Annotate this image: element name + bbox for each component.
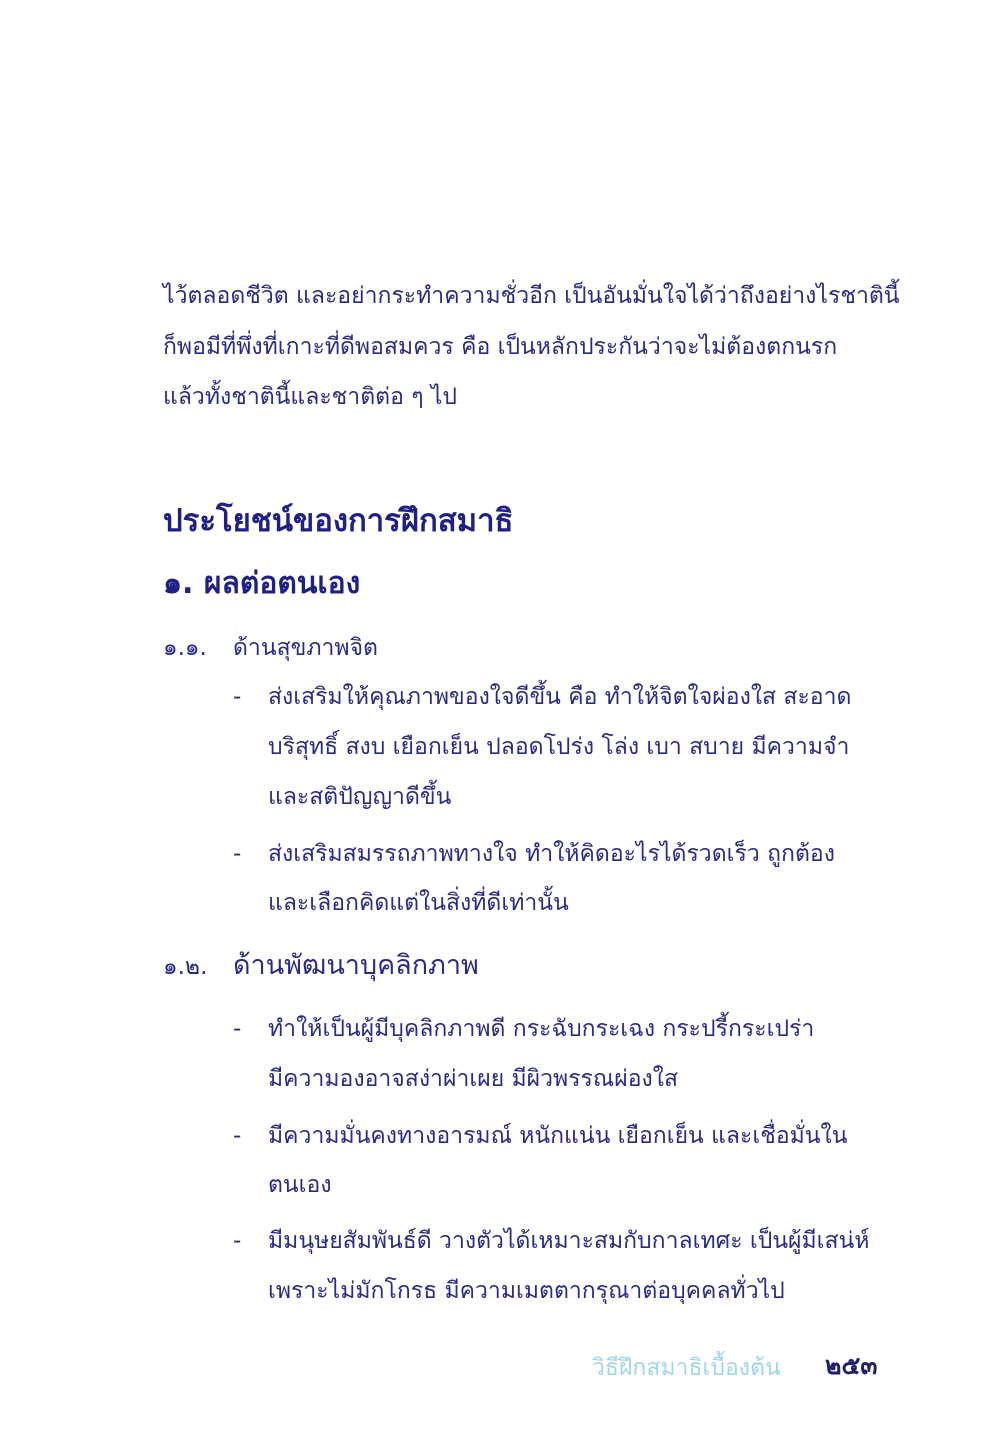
bullet-line: เพราะไม่มักโกรธ มีความเมตตากรุณาต่อบุคคลทั่วไป: [268, 1278, 785, 1304]
bullet-line: และสติปัญญาดีขึ้น: [268, 784, 452, 810]
intro-line: ไว้ตลอดชีวิต และอย่ากระทำความชั่วอีก เป็นอันมั่นใจได้ว่าถึงอย่างไรชาตินี้: [163, 283, 900, 309]
bullet-line: มีมนุษยสัมพันธ์ดี วางตัวได้เหมาะสมกับกาลเทศะ เป็นผู้มีเสน่ห์: [268, 1228, 870, 1254]
bullet-dash: -: [233, 1228, 242, 1254]
bullet-line: ส่งเสริมให้คุณภาพของใจดีขึ้น คือ ทำให้จิตใจผ่องใส สะอาด: [268, 684, 852, 710]
bullet-dash: -: [233, 841, 242, 867]
bullet-line: และเลือกคิดแต่ในสิ่งที่ดีเท่านั้น: [268, 890, 569, 916]
section-heading: ประโยชน์ของการฝึกสมาธิ: [163, 503, 514, 539]
subsection-title: ด้านสุขภาพจิต: [233, 635, 378, 661]
subsection-mental-health: [163, 632, 378, 664]
running-footer-title: วิธีฝึกสมาธิเบื้องต้น: [592, 1355, 781, 1381]
subsection-number: ๑.๑.: [163, 635, 207, 661]
subsection-title: ด้านพัฒนาบุคลิกภาพ: [233, 950, 479, 981]
page-number: ๒๕๓: [825, 1351, 878, 1380]
intro-line: ก็พอมีที่พึ่งที่เกาะที่ดีพอสมควร คือ เป็นหลักประกันว่าจะไม่ต้องตกนรก: [163, 334, 838, 360]
bullet-line: มีความมั่นคงทางอารมณ์ หนักแน่น เยือกเย็น และเชื่อมั่นใน: [268, 1123, 848, 1149]
bullet-line: บริสุทธิ์ สงบ เยือกเย็น ปลอดโปร่ง โล่ง เบา สบาย มีความจำ: [268, 734, 850, 760]
bullet-dash: -: [233, 1016, 242, 1042]
bullet-line: ส่งเสริมสมรรถภาพทางใจ ทำให้คิดอะไรได้รวดเร็ว ถูกต้อง: [268, 841, 835, 867]
subsection-personality: [163, 948, 479, 985]
bullet-line: มีความองอาจสง่าผ่าเผย มีผิวพรรณผ่องใส: [268, 1066, 679, 1092]
intro-line: แล้วทั้งชาตินี้และชาติต่อ ๆ ไป: [163, 384, 458, 410]
bullet-line: ทำให้เป็นผู้มีบุคลิกภาพดี กระฉับกระเฉง กระปรี้กระเปร่า: [268, 1016, 815, 1042]
bullet-dash: -: [233, 1123, 242, 1149]
bullet-dash: -: [233, 684, 242, 710]
bullet-line: ตนเอง: [268, 1172, 332, 1198]
subsection-heading: ๑. ผลต่อตนเอง: [163, 566, 361, 601]
subsection-number: ๑.๒.: [163, 954, 208, 980]
